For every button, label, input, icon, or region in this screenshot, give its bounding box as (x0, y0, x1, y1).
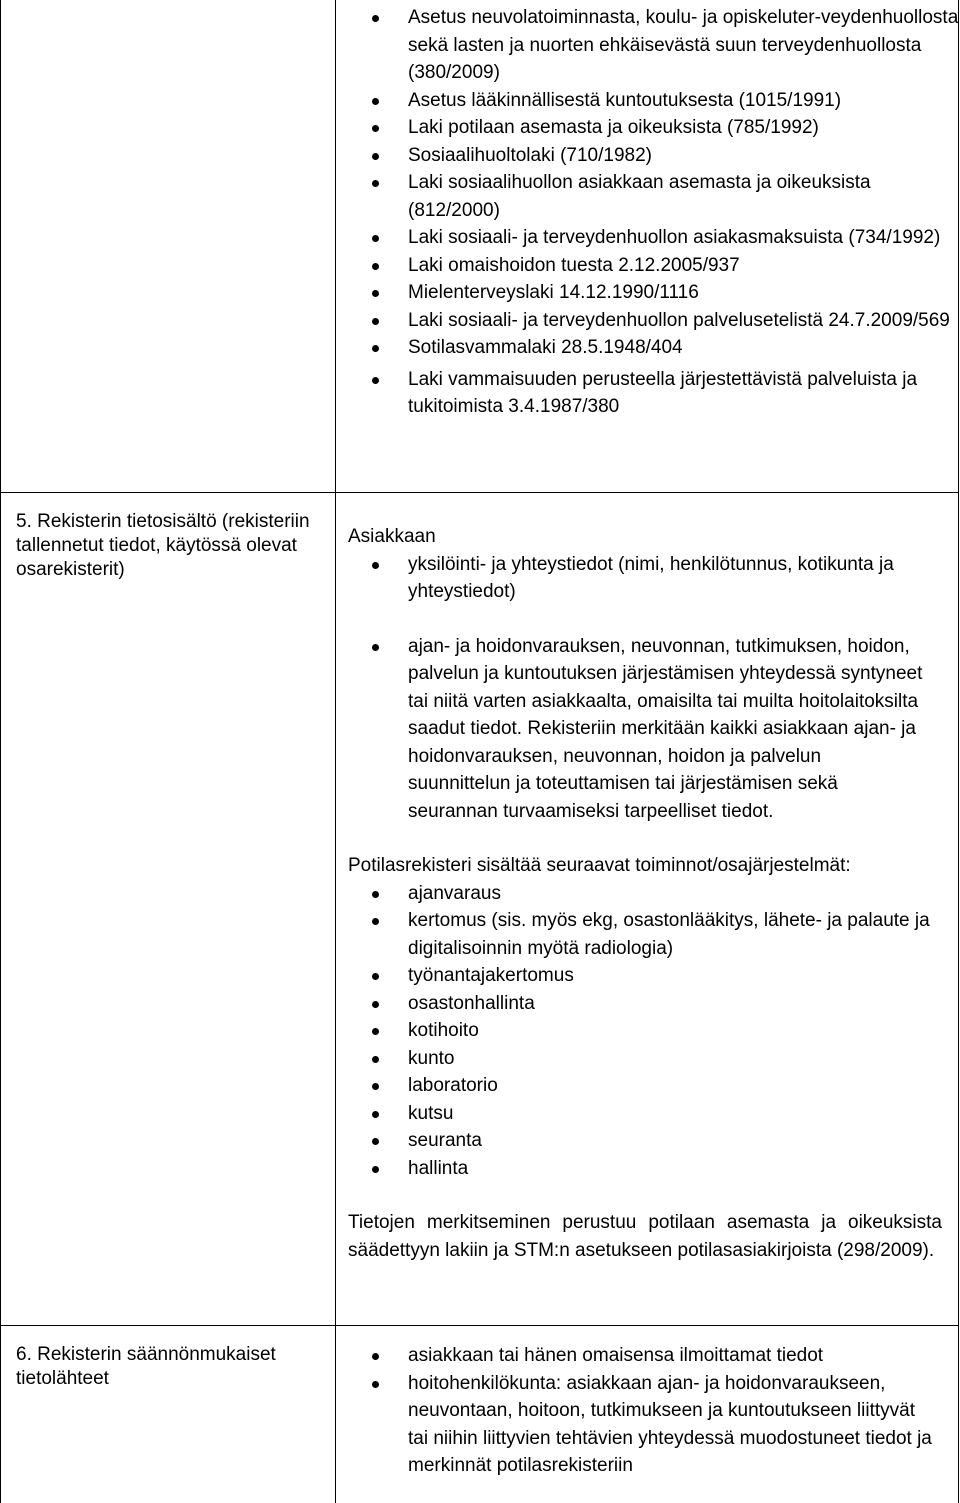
legislation-item-text: Laki sosiaalihuollon asiakkaan asemasta ja oikeuksista (812/2000) (408, 172, 871, 221)
registry-module-list (335, 880, 942, 1183)
legislation-item-text: Laki sosiaali- ja terveydenhuollon asiakasmaksuista (734/1992) (408, 227, 941, 248)
registry-module-text: kutsu (408, 1102, 454, 1124)
legislation-item (335, 142, 936, 170)
registry-module-text: ajanvaraus (408, 882, 501, 904)
legislation-item-text: Asetus lääkinnällisestä kuntoutuksesta (1015/1991) (408, 89, 842, 111)
registry-module-item (335, 1100, 942, 1128)
customer-item-text: yksilöinti- ja yhteystiedot (nimi, henkilötunnus, kotikunta ja yhteystiedot) (408, 553, 894, 602)
row-5-content (348, 523, 942, 1264)
legislation-list (335, 4, 959, 421)
legislation-item-text: Laki sosiaali- ja terveydenhuollon palvelusetelistä 24.7.2009/569 (408, 309, 950, 331)
legislation-item-text: Asetus neuvolatoiminnasta, koulu- ja opiskeluter-veydenhuollosta sekä lasten ja nuorten ehkäisevästä suun terveydenhuollosta (380/2009) (408, 7, 959, 83)
registry-module-item (335, 962, 942, 990)
registry-module-text: kertomus (sis. myös ekg, osastonlääkitys, lähete- ja palaute ja digitalisoinnin myötä radiologia) (408, 910, 930, 959)
data-source-list (335, 1342, 942, 1480)
registry-module-text: osastonhallinta (408, 992, 535, 1014)
legislation-item (335, 224, 960, 252)
legislation-cell (348, 4, 959, 421)
registry-module-item (335, 1045, 942, 1073)
legislation-item (335, 169, 960, 224)
registry-module-item (335, 1017, 942, 1045)
customer-item (335, 633, 928, 826)
registry-module-text: kotihoito (408, 1020, 479, 1041)
legislation-item (335, 252, 936, 280)
legislation-item-text: Laki omaishoidon tuesta 2.12.2005/937 (408, 254, 740, 276)
data-source-text: asiakkaan tai hänen omaisensa ilmoittamat tiedot (408, 1345, 824, 1366)
registry-module-item (335, 990, 942, 1018)
registry-module-item (335, 1155, 942, 1183)
registry-module-text: työnantajakertomus (408, 965, 574, 986)
legislation-item-text: Sosiaalihuoltolaki (710/1982) (408, 144, 652, 166)
row-6-content (348, 1342, 942, 1480)
legislation-item-text: Laki potilaan asemasta ja oikeuksista (785/1992) (408, 117, 819, 138)
customer-list (335, 551, 942, 826)
registry-heading: Potilasrekisteri sisältää seuraavat toiminnot/osajärjestelmät: (348, 855, 851, 876)
customer-item (335, 551, 928, 606)
registry-module-item (335, 1127, 942, 1155)
customer-heading: Asiakkaan (348, 526, 436, 547)
legislation-item-text: Laki vammaisuuden perusteella järjestettävistä palveluista ja tukitoimista 3.4.1987/380 (408, 368, 918, 417)
legislation-item (335, 279, 936, 307)
legislation-item-text: Sotilasvammalaki 28.5.1948/404 (408, 337, 683, 358)
data-source-item (335, 1370, 938, 1480)
registry-module-text: kunto (408, 1047, 455, 1069)
row-5-label: 5. Rekisterin tietosisältö (rekisteriin tallennetut tiedot, käytössä olevat osarekisterit) (16, 511, 310, 580)
data-source-text: hoitohenkilökunta: asiakkaan ajan- ja hoidonvaraukseen, neuvontaan, hoitoon, tutkimukseen ja kuntoutukseen liittyvät tai niihin liittyvien tehtävien yhteydessä muodostuneet tiedot ja merkinnät potilasrekisteriin (408, 1372, 932, 1476)
table-row-divider-middle (0, 1325, 958, 1326)
table-row-divider-top (0, 492, 958, 493)
data-source-item (335, 1342, 942, 1370)
legislation-item-text: Mielenterveyslaki 14.12.1990/1116 (408, 282, 699, 303)
registry-module-item (335, 907, 933, 962)
legislation-item (335, 114, 936, 142)
registry-module-text: seuranta (408, 1130, 482, 1151)
registry-module-item (335, 1072, 942, 1100)
legislation-item (335, 4, 960, 87)
legislation-item (335, 87, 936, 115)
row-6-label: 6. Rekisterin säännönmukaiset tietolähteet (16, 1344, 276, 1389)
legislation-item (335, 334, 936, 362)
customer-item-text: ajan- ja hoidonvarauksen, neuvonnan, tutkimuksen, hoidon, palvelun ja kuntoutuksen järjestämisen yhteydessä syntyneet tai niitä varten asiakkaalta, omaisilta tai muilta hoitolaitoksilta saadut tiedot. Rekisteriin merkitään kaikki asiakkaan ajan- ja hoidonvarauksen, neuvonnan, hoidon ja palvelun suunnittelun ja toteuttamisen tai järjestämisen sekä seurannan turvaamiseksi tarpeelliset tiedot. (408, 635, 923, 822)
legislation-item (335, 307, 960, 335)
legislation-item (335, 366, 960, 421)
registry-module-item (335, 880, 942, 908)
registry-module-text: laboratorio (408, 1075, 498, 1096)
legal-basis-paragraph: Tietojen merkitseminen perustuu potilaan asemasta ja oikeuksista säädettyyn lakiin ja STM:n asetukseen potilasasiakirjoista (298/2009). (348, 1212, 942, 1261)
registry-module-text: hallinta (408, 1157, 469, 1179)
table-border-left (0, 0, 1, 1503)
